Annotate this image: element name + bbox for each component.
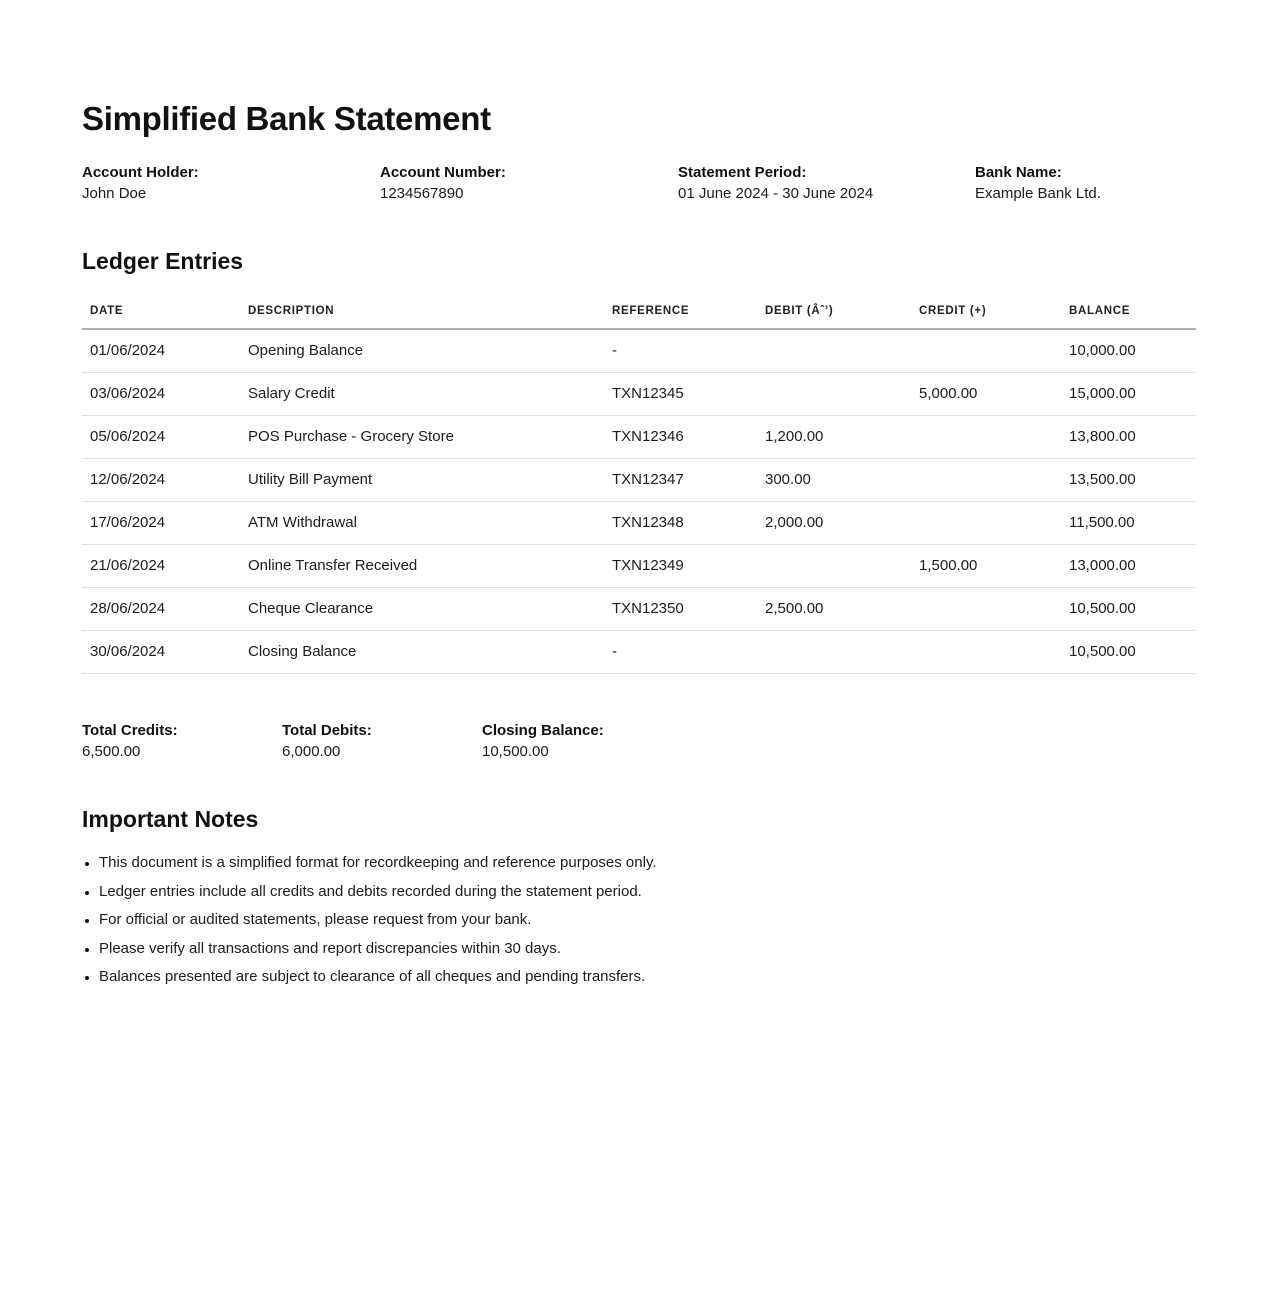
cell-description: Salary Credit — [240, 373, 604, 416]
table-row — [82, 502, 1196, 545]
cell-balance: 10,500.00 — [1061, 588, 1196, 631]
cell-credit — [911, 502, 1061, 545]
cell-reference: - — [604, 631, 757, 674]
cell-debit: 1,200.00 — [757, 416, 911, 459]
cell-date: 28/06/2024 — [82, 588, 240, 631]
cell-balance: 13,500.00 — [1061, 459, 1196, 502]
total-credits-block — [82, 720, 282, 762]
account-number-block — [380, 162, 678, 204]
col-header-description: DESCRIPTION — [240, 295, 604, 329]
cell-reference: TXN12347 — [604, 459, 757, 502]
cell-date: 21/06/2024 — [82, 545, 240, 588]
cell-balance: 15,000.00 — [1061, 373, 1196, 416]
cell-date: 30/06/2024 — [82, 631, 240, 674]
cell-credit: 1,500.00 — [911, 545, 1061, 588]
cell-credit: 5,000.00 — [911, 373, 1061, 416]
table-row — [82, 373, 1196, 416]
cell-debit — [757, 329, 911, 373]
total-debits-label: Total Debits: — [282, 722, 372, 739]
cell-description: Opening Balance — [240, 329, 604, 373]
totals-summary — [82, 720, 1196, 762]
cell-debit: 2,000.00 — [757, 502, 911, 545]
cell-description: Cheque Clearance — [240, 588, 604, 631]
col-header-date: DATE — [82, 295, 240, 329]
statement-period-value: 01 June 2024 - 30 June 2024 — [678, 185, 874, 202]
cell-debit — [757, 373, 911, 416]
account-holder-value: John Doe — [82, 185, 147, 202]
account-info-grid — [82, 162, 1196, 204]
col-header-debit: DEBIT (Âˆ’) — [757, 295, 911, 329]
cell-balance: 10,500.00 — [1061, 631, 1196, 674]
important-notes-heading: Important Notes — [82, 806, 259, 832]
cell-description: Utility Bill Payment — [240, 459, 604, 502]
cell-credit — [911, 329, 1061, 373]
cell-description: POS Purchase - Grocery Store — [240, 416, 604, 459]
cell-credit — [911, 631, 1061, 674]
account-holder-label: Account Holder: — [82, 164, 199, 181]
account-number-value: 1234567890 — [380, 185, 464, 202]
bank-name-label: Bank Name: — [975, 164, 1062, 181]
cell-balance: 13,800.00 — [1061, 416, 1196, 459]
closing-balance-label: Closing Balance: — [482, 722, 604, 739]
cell-reference: TXN12350 — [604, 588, 757, 631]
col-header-credit: CREDIT (+) — [911, 295, 1061, 329]
cell-debit: 300.00 — [757, 459, 911, 502]
cell-description: Online Transfer Received — [240, 545, 604, 588]
cell-date: 12/06/2024 — [82, 459, 240, 502]
table-row — [82, 459, 1196, 502]
list-item: • Please verify all transactions and report discrepancies within 30 days. — [99, 939, 1196, 958]
cell-reference: TXN12346 — [604, 416, 757, 459]
list-item: • Balances presented are subject to clearance of all cheques and pending transfers. — [99, 967, 1196, 986]
closing-balance-value: 10,500.00 — [482, 743, 549, 760]
cell-debit — [757, 631, 911, 674]
cell-balance: 11,500.00 — [1061, 502, 1196, 545]
cell-reference: TXN12345 — [604, 373, 757, 416]
table-row — [82, 545, 1196, 588]
bank-name-value: Example Bank Ltd. — [975, 185, 1101, 202]
cell-date: 03/06/2024 — [82, 373, 240, 416]
cell-balance: 10,000.00 — [1061, 329, 1196, 373]
total-credits-value: 6,500.00 — [82, 743, 141, 760]
account-holder-block — [82, 162, 380, 204]
list-item: • For official or audited statements, please request from your bank. — [99, 910, 1196, 929]
important-notes-list — [82, 853, 1196, 986]
ledger-table — [82, 295, 1196, 674]
cell-credit — [911, 459, 1061, 502]
cell-description: Closing Balance — [240, 631, 604, 674]
statement-period-block — [678, 162, 975, 204]
total-debits-value: 6,000.00 — [282, 743, 341, 760]
cell-description: ATM Withdrawal — [240, 502, 604, 545]
cell-balance: 13,000.00 — [1061, 545, 1196, 588]
list-item: • This document is a simplified format for recordkeeping and reference purposes only. — [99, 853, 1196, 872]
bank-name-block — [975, 162, 1196, 204]
cell-reference: TXN12349 — [604, 545, 757, 588]
cell-credit — [911, 588, 1061, 631]
cell-reference: - — [604, 329, 757, 373]
total-credits-label: Total Credits: — [82, 722, 178, 739]
cell-debit: 2,500.00 — [757, 588, 911, 631]
table-row — [82, 416, 1196, 459]
cell-debit — [757, 545, 911, 588]
cell-date: 01/06/2024 — [82, 329, 240, 373]
table-row — [82, 631, 1196, 674]
cell-date: 05/06/2024 — [82, 416, 240, 459]
cell-credit — [911, 416, 1061, 459]
cell-date: 17/06/2024 — [82, 502, 240, 545]
ledger-entries-heading: Ledger Entries — [82, 248, 244, 274]
total-debits-block — [282, 720, 482, 762]
list-item: • Ledger entries include all credits and debits recorded during the statement period. — [99, 882, 1196, 901]
account-number-label: Account Number: — [380, 164, 506, 181]
ledger-header-row — [82, 295, 1196, 329]
table-row — [82, 588, 1196, 631]
table-row — [82, 329, 1196, 373]
closing-balance-block — [482, 720, 682, 762]
statement-period-label: Statement Period: — [678, 164, 807, 181]
col-header-reference: REFERENCE — [604, 295, 757, 329]
cell-reference: TXN12348 — [604, 502, 757, 545]
col-header-balance: BALANCE — [1061, 295, 1196, 329]
page-title: Simplified Bank Statement — [82, 100, 491, 137]
